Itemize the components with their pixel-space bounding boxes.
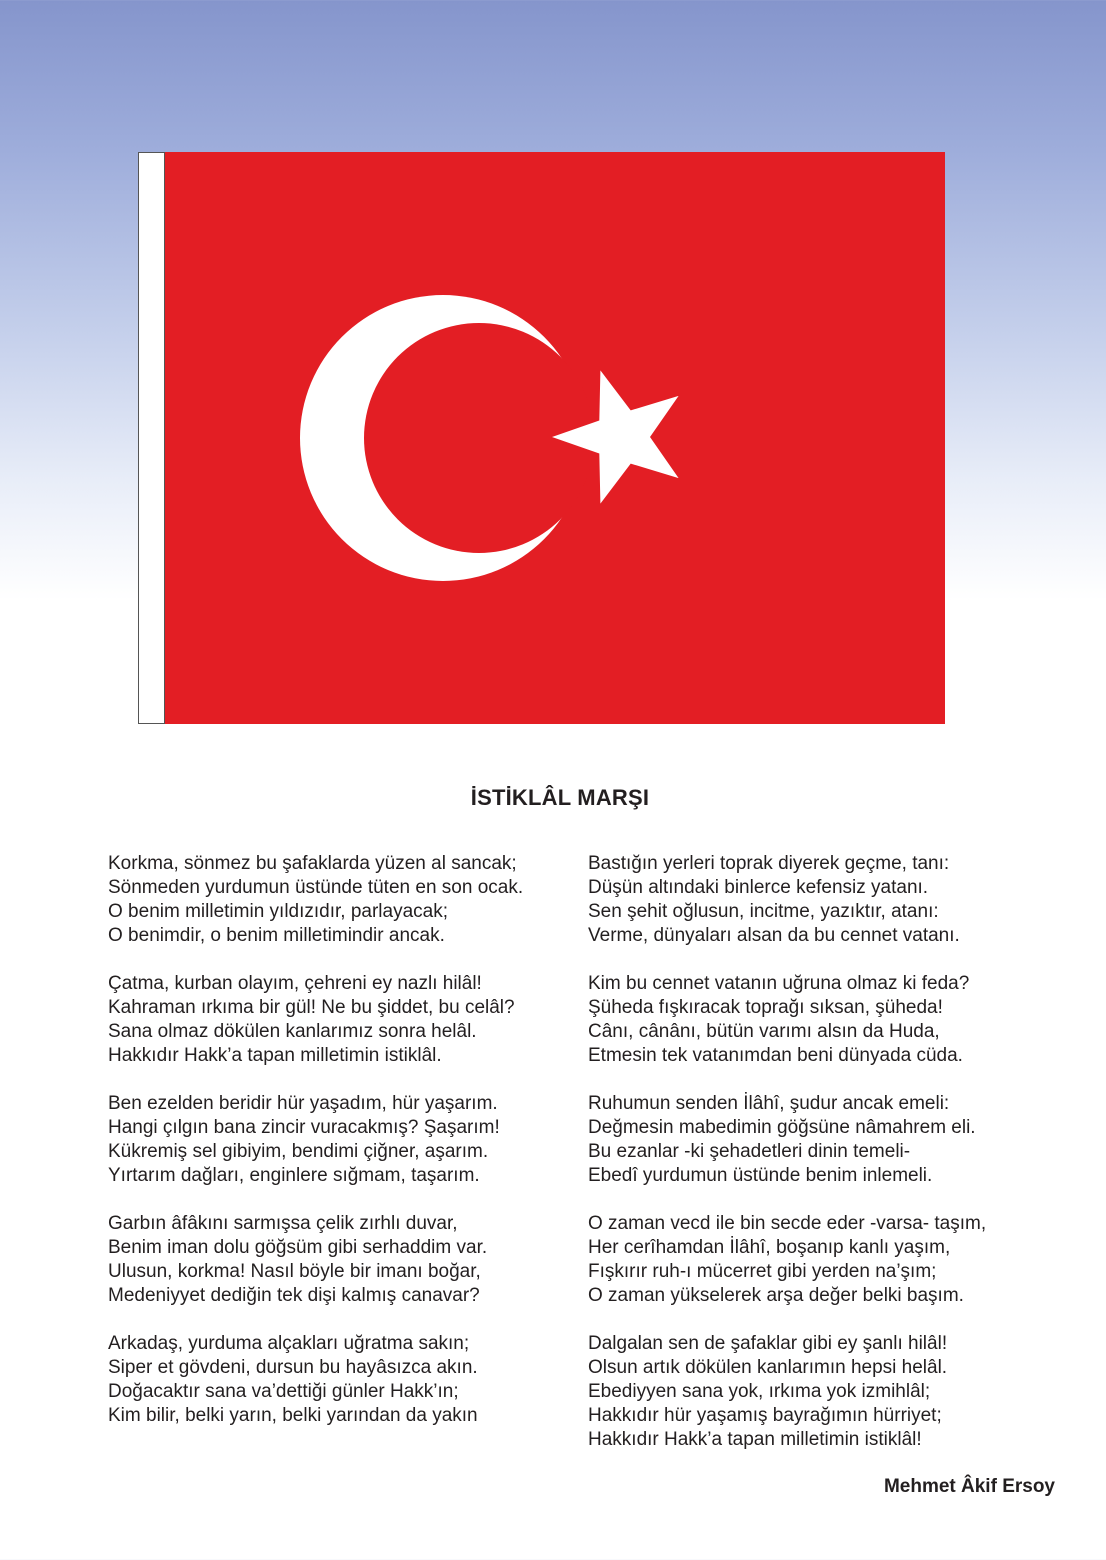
- verse-line: Hangi çılgın bana zincir vuracakmış? Şaşarım!: [108, 1117, 500, 1138]
- verse-line: Çatma, kurban olayım, çehreni ey nazlı hilâl!: [108, 973, 482, 994]
- verse-line: Ebedî yurdumun üstünde benim inlemeli.: [588, 1165, 933, 1186]
- verse-line: Medeniyyet dediğin tek dişi kalmış canavar?: [108, 1285, 480, 1306]
- verse-line: Hakkıdır Hakk’a tapan milletimin istiklâl!: [588, 1429, 922, 1450]
- stanza: [588, 852, 986, 948]
- verse-line: Verme, dünyaları alsan da bu cennet vatanı.: [588, 925, 960, 946]
- verse-line: Sen şehit oğlusun, incitme, yazıktır, atanı:: [588, 901, 939, 922]
- verse-line: Garbın âfâkını sarmışsa çelik zırhlı duvar,: [108, 1213, 458, 1234]
- verse-line: Bu ezanlar -ki şehadetleri dinin temeli-: [588, 1141, 911, 1162]
- verse-line: Arkadaş, yurduma alçakları uğratma sakın;: [108, 1333, 470, 1354]
- verse-line: O benim milletimin yıldızıdır, parlayacak;: [108, 901, 449, 922]
- verse-line: Şüheda fışkıracak toprağı sıksan, şüheda!: [588, 997, 943, 1018]
- verse-line: Etmesin tek vatanımdan beni dünyada cüda.: [588, 1045, 963, 1066]
- verse-line: O zaman vecd ile bin secde eder -varsa- taşım,: [588, 1213, 987, 1234]
- verse-line: Değmesin mabedimin göğsüne nâmahrem eli.: [588, 1117, 976, 1138]
- anthem-title: İSTİKLÂL MARŞI: [470, 785, 650, 810]
- verse-line: Hakkıdır Hakk’a tapan milletimin istiklâl.: [108, 1045, 442, 1066]
- verse-line: Siper et gövdeni, dursun bu hayâsızca akın.: [108, 1357, 478, 1378]
- verse-line: O benimdir, o benim milletimindir ancak.: [108, 925, 445, 946]
- verse-line: Kükremiş sel gibiyim, bendimi çiğner, aşarım.: [108, 1141, 489, 1162]
- stanza: [588, 1212, 986, 1308]
- verse-line: Fışkırır ruh-ı mücerret gibi yerden na’şım;: [588, 1261, 937, 1282]
- verse-line: Bastığın yerleri toprak diyerek geçme, tanı:: [588, 853, 950, 874]
- verse-line: Sönmeden yurdumun üstünde tüten en son ocak.: [108, 877, 524, 898]
- turkish-flag: [138, 152, 945, 724]
- stanza: [108, 972, 523, 1068]
- verse-line: Kim bu cennet vatanın uğruna olmaz ki feda?: [588, 973, 970, 994]
- verse-line: Kim bilir, belki yarın, belki yarından da yakın: [108, 1405, 478, 1426]
- verse-line: Kahraman ırkıma bir gül! Ne bu şiddet, bu celâl?: [108, 997, 515, 1018]
- author-name: Mehmet Âkif Ersoy: [883, 1476, 1055, 1497]
- verse-line: Olsun artık dökülen kanlarımın hepsi helâl.: [588, 1357, 948, 1378]
- flag-hoist: [139, 153, 165, 724]
- verse-line: Doğacaktır sana va’dettiği günler Hakk’ın;: [108, 1381, 459, 1402]
- stanza: [588, 1332, 986, 1452]
- verse-line: Ebediyyen sana yok, ırkıma yok izmihlâl;: [588, 1381, 931, 1402]
- stanza: [108, 1212, 523, 1308]
- stanza: [108, 1092, 523, 1188]
- verse-line: Her cerîhamdan İlâhî, boşanıp kanlı yaşım,: [588, 1237, 951, 1258]
- stanza: [588, 972, 986, 1068]
- verse-line: Ruhumun senden İlâhî, şudur ancak emeli:: [588, 1093, 950, 1114]
- verse-line: Dalgalan sen de şafaklar gibi ey şanlı hilâl!: [588, 1333, 948, 1354]
- stanza: [108, 1332, 523, 1428]
- verse-line: Ben ezelden beridir hür yaşadım, hür yaşarım.: [108, 1093, 498, 1114]
- stanza: [588, 1092, 986, 1188]
- verse-line: Ulusun, korkma! Nasıl böyle bir imanı boğar,: [108, 1261, 481, 1282]
- stanza: [108, 852, 523, 948]
- verse-line: O zaman yükselerek arşa değer belki başım.: [588, 1285, 964, 1306]
- verse-line: Cânı, cânânı, bütün varımı alsın da Huda,: [588, 1021, 940, 1042]
- left-column: [108, 852, 523, 1452]
- verse-line: Hakkıdır hür yaşamış bayrağımın hürriyet;: [588, 1405, 942, 1426]
- verse-line: Sana olmaz dökülen kanlarımız sonra helâl.: [108, 1021, 477, 1042]
- verse-line: Korkma, sönmez bu şafaklarda yüzen al sancak;: [108, 853, 517, 874]
- verse-line: Yırtarım dağları, enginlere sığmam, taşarım.: [108, 1165, 480, 1186]
- verse-line: Düşün altındaki binlerce kefensiz yatanı.: [588, 877, 929, 898]
- right-column: [588, 852, 986, 1476]
- verse-line: Benim iman dolu göğsüm gibi serhaddim var.: [108, 1237, 488, 1258]
